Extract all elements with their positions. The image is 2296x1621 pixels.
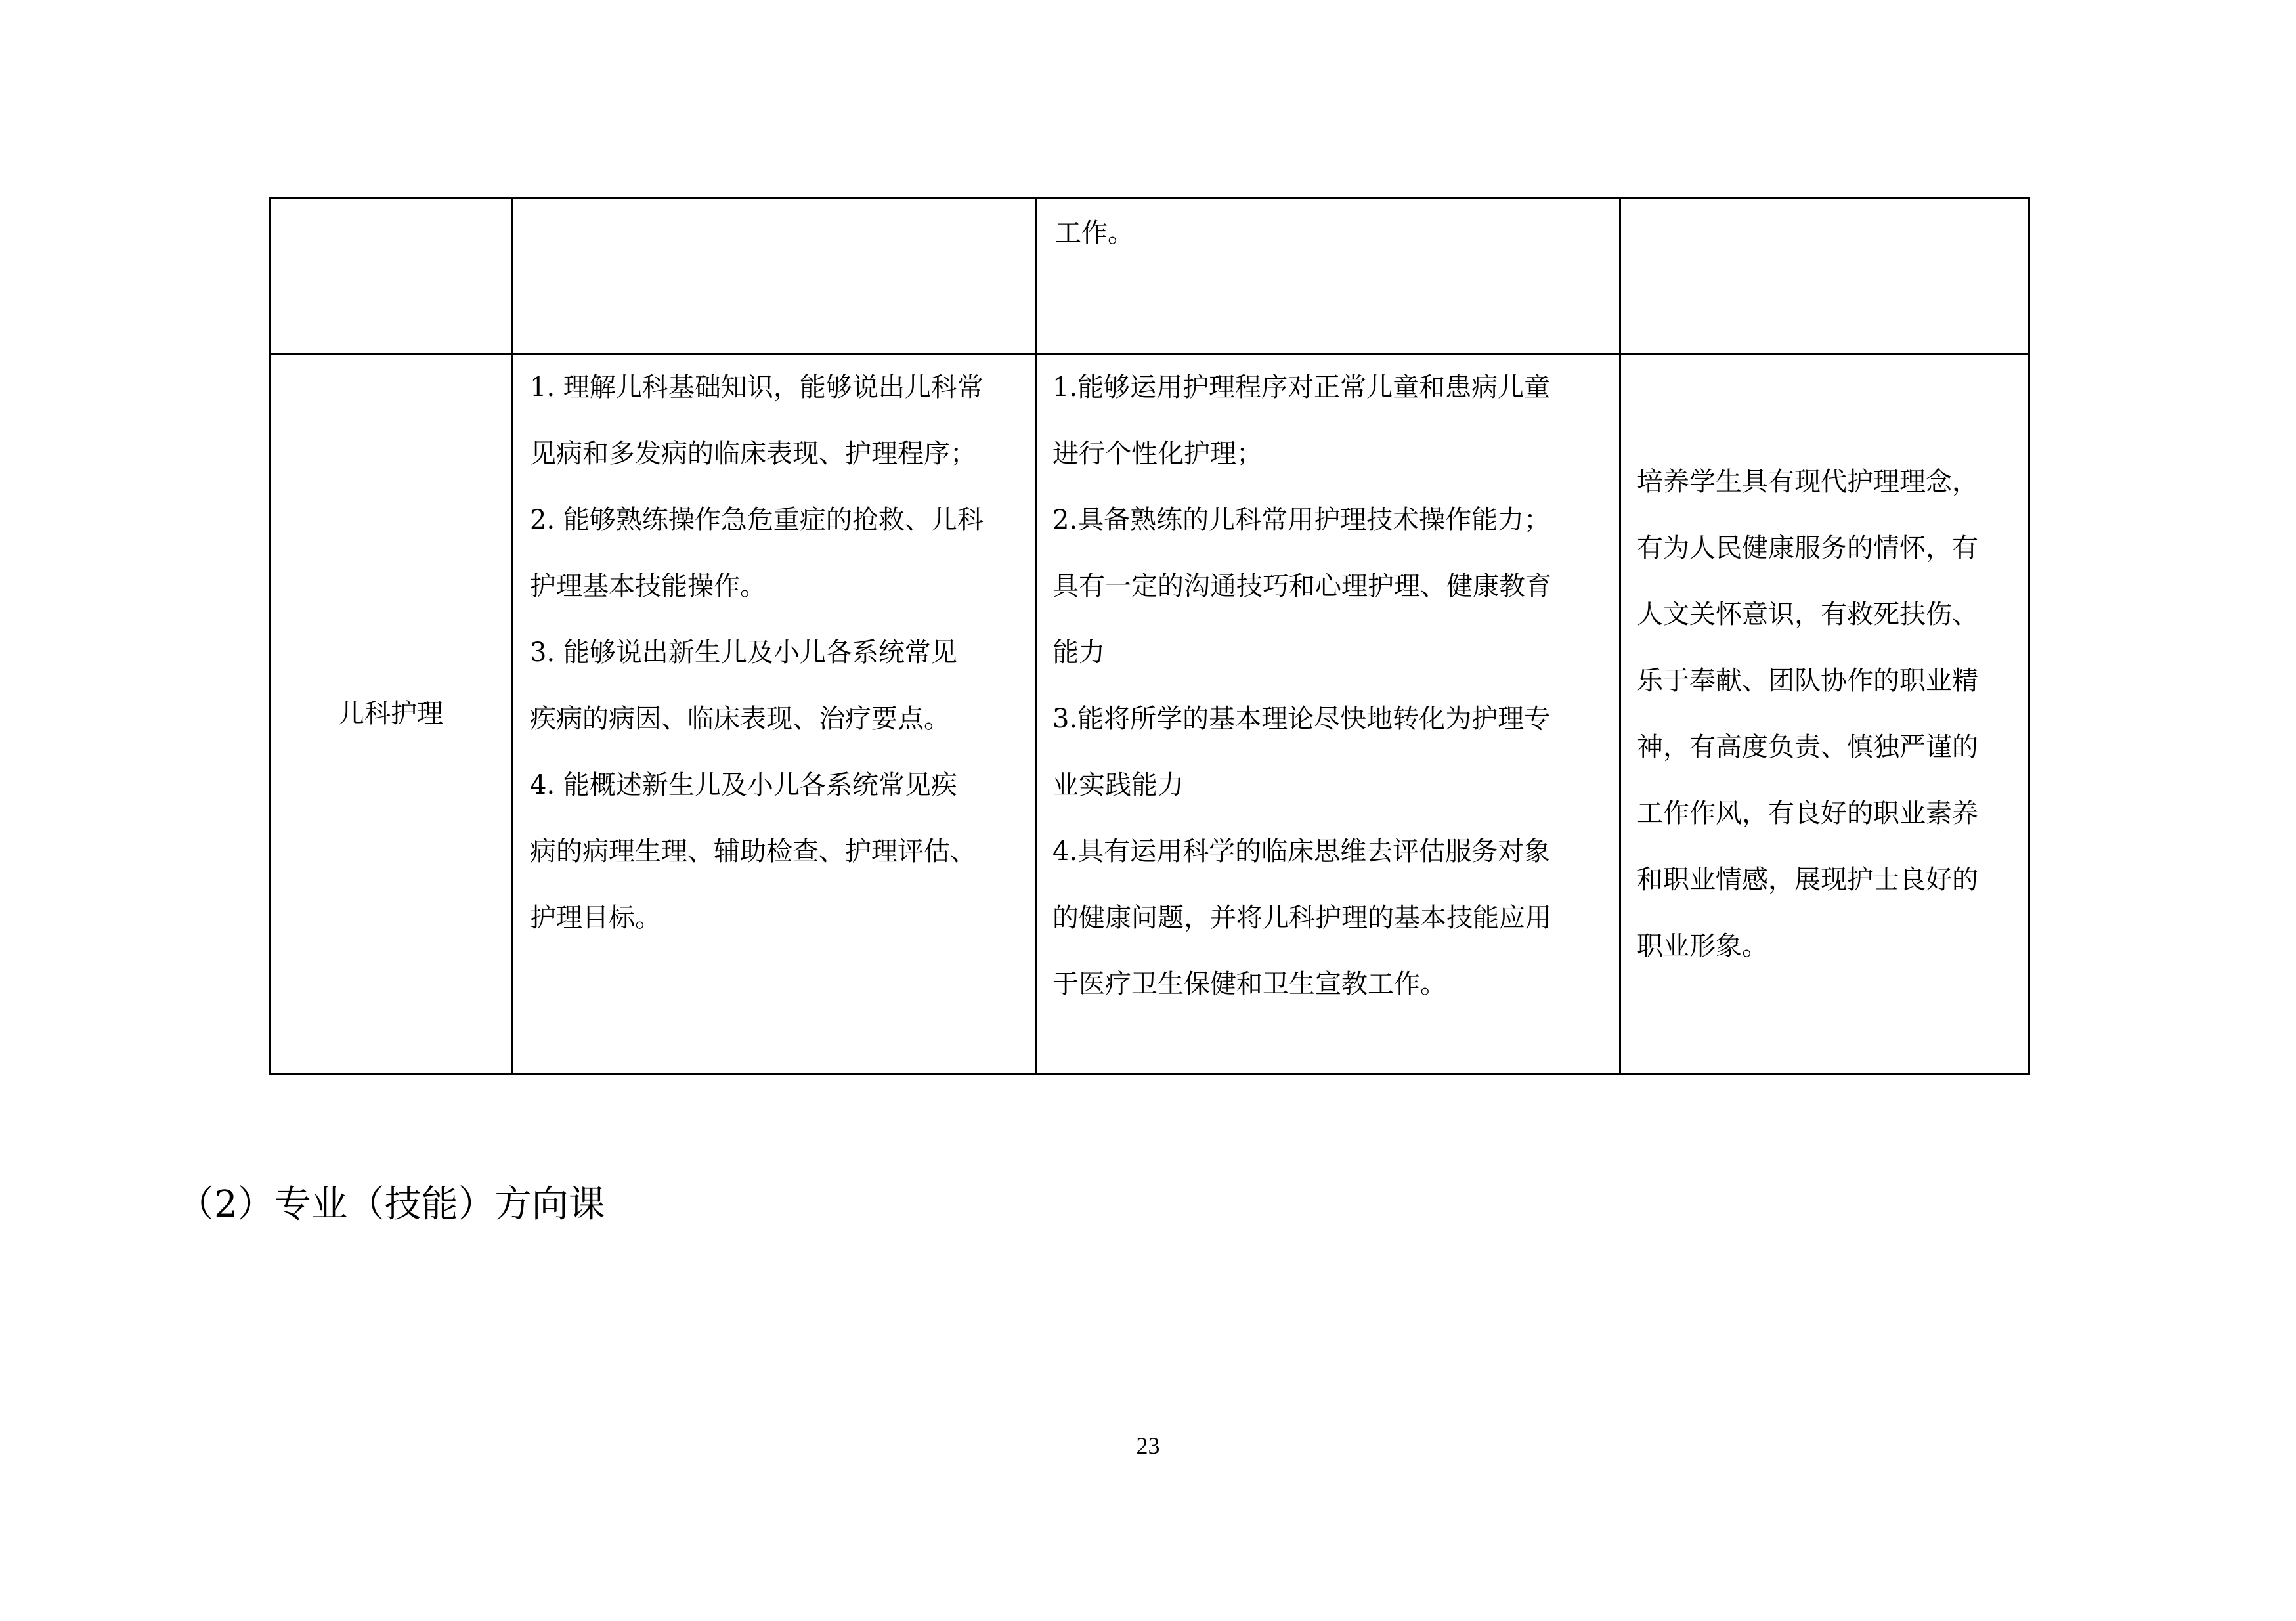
cell-course-name: [270, 354, 512, 1075]
ability-line: 能力: [1052, 638, 1105, 668]
cell-continued-quality: [1620, 198, 2029, 354]
course-table: [269, 197, 2030, 1075]
table-row-pediatric-nursing: [270, 354, 2029, 1075]
cell-continued-course-name: [270, 198, 512, 354]
ability-line: 进行个性化护理；: [1052, 439, 1263, 469]
page-number: 23: [1136, 1433, 1160, 1459]
knowledge-line: 病的病理生理、辅助检查、护理评估、: [530, 836, 976, 867]
knowledge-line: 见病和多发病的临床表现、护理程序；: [530, 439, 976, 469]
ability-line: 4.具有运用科学的临床思维去评估服务对象: [1052, 836, 1551, 867]
cell-knowledge: [512, 354, 1036, 1075]
cell-continued-ability: [1036, 198, 1620, 354]
ability-line: 1.能够运用护理程序对正常儿童和患病儿童: [1052, 372, 1551, 402]
knowledge-line: 3. 能够说出新生儿及小儿各系统常见: [530, 638, 957, 668]
ability-line: 3.能将所学的基本理论尽快地转化为护理专: [1052, 704, 1551, 734]
ability-line: 2.具备熟练的儿科常用护理技术操作能力；: [1052, 505, 1551, 535]
quality-line: 和职业情感，展现护士良好的: [1637, 864, 1978, 895]
continued-ability-text: 工作。: [1055, 218, 1134, 248]
quality-line: 有为人民健康服务的情怀，有: [1637, 532, 1978, 563]
quality-line: 培养学生具有现代护理理念，: [1637, 466, 1978, 497]
knowledge-line: 护理目标。: [530, 903, 661, 933]
quality-paragraph: [1637, 449, 2020, 980]
knowledge-line: 1. 理解儿科基础知识，能够说出儿科常: [530, 372, 984, 402]
section-heading: （2）专业（技能）方向课: [177, 1183, 605, 1226]
knowledge-line: 疾病的病因、临床表现、治疗要点。: [530, 704, 950, 734]
ability-line: 于医疗卫生保健和卫生宣教工作。: [1052, 969, 1446, 999]
knowledge-line: 4. 能概述新生儿及小儿各系统常见疾: [530, 770, 957, 800]
ability-line: 业实践能力: [1052, 770, 1184, 800]
quality-line: 工作作风，有良好的职业素养: [1637, 798, 1978, 829]
ability-line: 的健康问题，并将儿科护理的基本技能应用: [1052, 903, 1551, 933]
ability-line: 具有一定的沟通技巧和心理护理、健康教育: [1052, 571, 1551, 601]
cell-continued-knowledge: [512, 198, 1036, 354]
course-name: 儿科护理: [338, 699, 443, 729]
knowledge-line: 护理基本技能操作。: [530, 571, 766, 601]
quality-line: 职业形象。: [1637, 930, 1768, 961]
quality-line: 人文关怀意识，有救死扶伤、: [1637, 599, 1978, 630]
quality-line: 神，有高度负责、慎独严谨的: [1637, 731, 1978, 762]
cell-ability: [1036, 354, 1620, 1075]
table-row-continued: [270, 198, 2029, 354]
cell-quality: [1620, 354, 2029, 1075]
quality-line: 乐于奉献、团队协作的职业精: [1637, 665, 1978, 696]
knowledge-line: 2. 能够熟练操作急危重症的抢救、儿科: [530, 505, 984, 535]
